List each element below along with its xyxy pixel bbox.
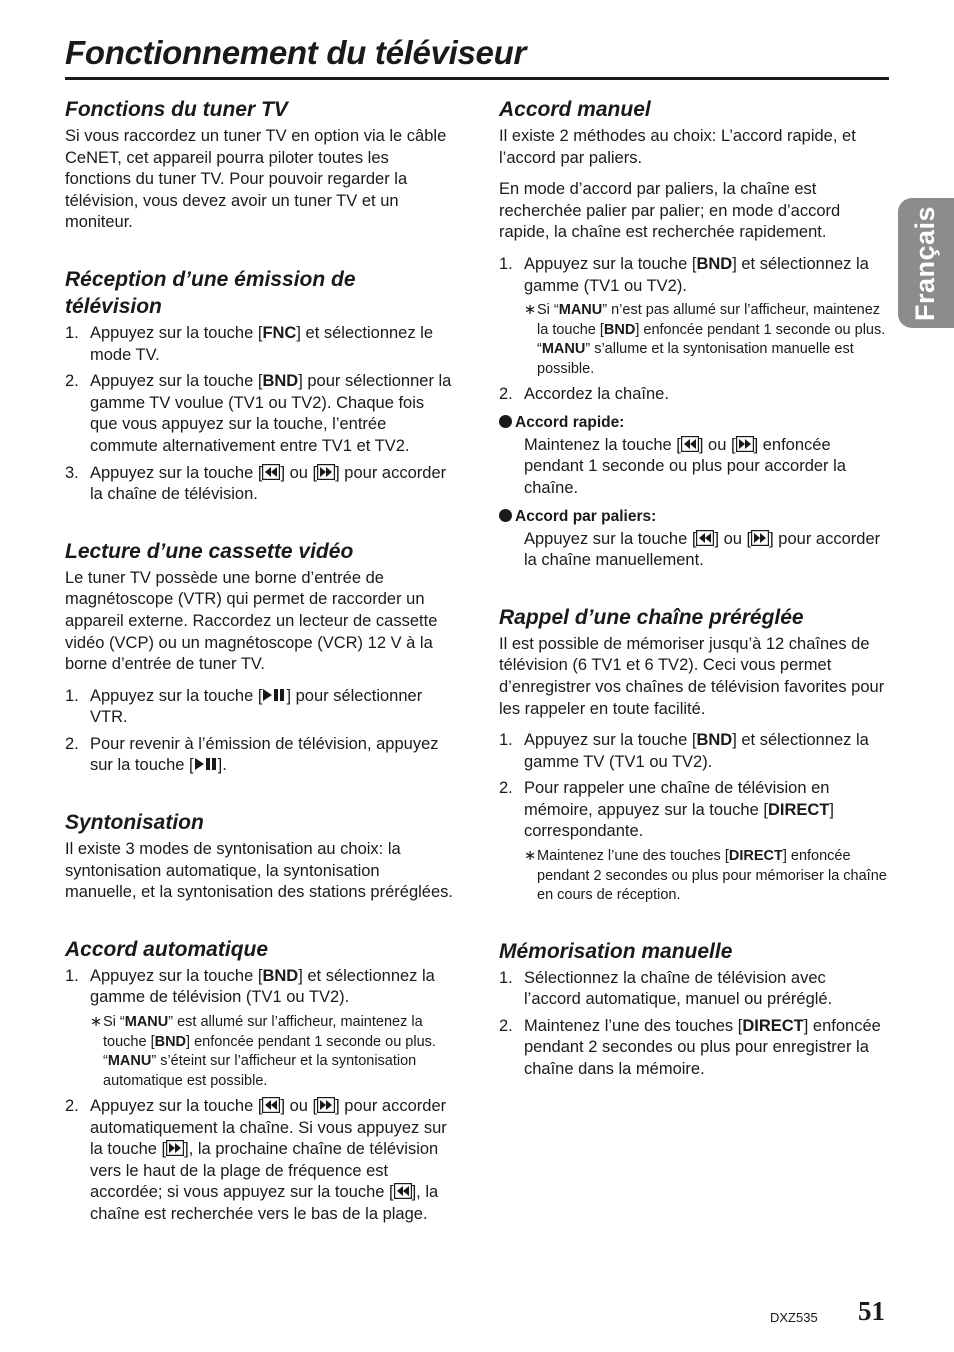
text-run: Appuyez sur la touche [ bbox=[90, 1097, 263, 1116]
section-text: En mode d’accord par paliers, la chaîne est recherchée palier par palier; en mode d’accord rapide, la chaîne est recherchée rapidement. bbox=[499, 180, 841, 242]
rewind-icon bbox=[394, 1183, 412, 1199]
fast-forward-icon bbox=[166, 1140, 184, 1156]
step-number: 2. bbox=[65, 372, 79, 391]
key-label: DIRECT bbox=[767, 800, 830, 819]
bullet-text bbox=[499, 435, 887, 500]
text-run: ] enfoncée pendant 2 secondes ou plus pour enregistrer la chaîne dans la mémoire. bbox=[524, 1016, 881, 1078]
list-item bbox=[65, 323, 453, 366]
bullet-heading bbox=[499, 412, 887, 433]
step-text bbox=[90, 1096, 453, 1226]
key-label: BND bbox=[696, 254, 733, 273]
text-run: ] et sélectionnez le mode TV. bbox=[90, 323, 434, 364]
step-text bbox=[524, 730, 887, 773]
steps-list bbox=[499, 730, 887, 905]
section-manuel bbox=[499, 96, 887, 572]
fast-forward-icon bbox=[317, 1097, 335, 1113]
bullet-heading-text: Accord par paliers: bbox=[515, 507, 657, 525]
section-title: Lecture d’une cassette vidéo bbox=[65, 539, 354, 563]
text-run: ] pour sélectionner VTR. bbox=[90, 686, 423, 727]
steps-list bbox=[499, 968, 887, 1081]
list-item bbox=[499, 384, 887, 406]
rewind-icon bbox=[262, 1097, 280, 1113]
section-text: Le tuner TV possède une borne d’entrée de magnétoscope (VTR) qui permet de raccorder un appareil externe. Raccordez un lecteur de cassette vidéo (VCP) ou un magnétoscope (VCR) 12 V à la borne d’entrée de tuner TV. bbox=[65, 568, 438, 674]
section-video bbox=[65, 538, 453, 777]
step-text bbox=[90, 371, 453, 457]
text-run: ] ou [ bbox=[698, 435, 736, 454]
text-run: ] et sélectionnez la gamme de télévision (TV1 ou TV2). bbox=[90, 966, 435, 1007]
text-run: Appuyez sur la touche [ bbox=[90, 966, 263, 985]
text-run: ” s’allume et la syntonisation manuelle est possible. bbox=[537, 341, 854, 377]
list-item bbox=[499, 778, 887, 905]
text-run: ], la chaîne est recherchée vers le bas de la plage. bbox=[90, 1183, 439, 1223]
display-label: MANU bbox=[124, 1014, 169, 1031]
bullet-heading-text: Accord rapide: bbox=[515, 413, 625, 431]
text-run: Appuyez sur la touche [ bbox=[90, 463, 263, 482]
section-title: Rappel d’une chaîne préréglée bbox=[499, 605, 804, 629]
text-run: Appuyez sur la touche [ bbox=[90, 372, 263, 391]
text-run: ] pour accorder la chaîne de télévision. bbox=[90, 463, 447, 504]
step-text bbox=[90, 323, 453, 366]
text-run: Si “ bbox=[103, 1014, 125, 1031]
step-text: Sélectionnez la chaîne de télévision avec l’accord automatique, manuel ou préréglé. bbox=[524, 968, 833, 1009]
key-label: DIRECT bbox=[742, 1016, 804, 1035]
key-label: BND bbox=[696, 731, 733, 750]
text-run: ], la prochaine chaîne de télévision vers le haut de la plage de fréquence est accordée; si vous appuyez sur la touche [ bbox=[90, 1140, 439, 1202]
step-text bbox=[90, 734, 453, 777]
text-run: Maintenez l’une des touches [ bbox=[537, 848, 729, 865]
section-reception bbox=[65, 266, 453, 506]
language-tab-label: Français bbox=[910, 205, 941, 321]
step-number: 1. bbox=[65, 686, 79, 705]
bullet-text bbox=[499, 529, 887, 572]
left-column bbox=[65, 96, 453, 1258]
step-text bbox=[90, 463, 453, 506]
display-label: MANU bbox=[541, 341, 586, 358]
display-label: MANU bbox=[558, 302, 603, 319]
step-number: 1. bbox=[499, 254, 513, 273]
text-run: ] ou [ bbox=[280, 463, 318, 482]
list-item bbox=[65, 371, 453, 457]
note-text bbox=[537, 301, 887, 379]
section-tuner bbox=[65, 96, 453, 234]
title-rule bbox=[65, 77, 889, 80]
text-run: ] enfoncée pendant 1 seconde ou plus pour accorder la chaîne. bbox=[524, 435, 846, 497]
display-label: MANU bbox=[107, 1053, 152, 1070]
text-run: Maintenez l’une des touches [ bbox=[524, 1016, 743, 1035]
text-run: ] pour accorder automatiquement la chaîne. Si vous appuyez sur la touche [ bbox=[90, 1097, 447, 1159]
steps-list bbox=[65, 966, 453, 1226]
step-number: 2. bbox=[499, 385, 513, 404]
key-label: BND bbox=[603, 321, 636, 338]
page-number: 51 bbox=[858, 1296, 885, 1326]
section-title: Mémorisation manuelle bbox=[499, 939, 733, 963]
text-run: ] enfoncée pendant 2 secondes ou plus pour mémoriser la chaîne en cours de réception. bbox=[537, 848, 887, 904]
steps-list bbox=[499, 254, 887, 406]
step-text bbox=[524, 1016, 887, 1081]
text-run: ” est allumé sur l’afficheur, maintenez la touche [ bbox=[103, 1014, 423, 1050]
key-label: DIRECT bbox=[728, 848, 783, 865]
list-item bbox=[499, 1016, 887, 1081]
text-run: ” s’éteint sur l’afficheur et la syntonisation automatique est possible. bbox=[103, 1053, 417, 1089]
page-title: Fonctionnement du téléviseur bbox=[65, 34, 526, 71]
text-run: ] pour accorder la chaîne manuellement. bbox=[524, 529, 881, 570]
list-item bbox=[65, 1096, 453, 1226]
text-run: ] et sélectionnez la gamme TV (TV1 ou TV2). bbox=[524, 731, 869, 771]
step-text bbox=[524, 778, 887, 905]
text-run: ] ou [ bbox=[714, 529, 752, 548]
text-run: ]. bbox=[217, 756, 227, 775]
asterisk: ∗ bbox=[524, 848, 537, 865]
text-run: Appuyez sur la touche [ bbox=[90, 686, 263, 705]
step-number: 2. bbox=[65, 734, 79, 753]
model-number: DXZ535 bbox=[770, 1310, 818, 1325]
text-run: ] ou [ bbox=[280, 1097, 318, 1116]
section-text: Il existe 3 modes de syntonisation au choix: la syntonisation automatique, la syntonisation manuelle, et la syntonisation des stations préréglées. bbox=[65, 840, 453, 902]
step-number: 2. bbox=[499, 779, 513, 798]
list-item bbox=[499, 730, 887, 773]
fast-forward-icon bbox=[317, 464, 335, 480]
rewind-icon bbox=[696, 530, 714, 546]
key-label: BND bbox=[262, 966, 299, 985]
note bbox=[524, 301, 887, 379]
section-rappel bbox=[499, 604, 887, 906]
key-label: BND bbox=[262, 372, 299, 391]
step-text: Accordez la chaîne. bbox=[524, 385, 669, 404]
step-number: 2. bbox=[65, 1097, 79, 1116]
list-item bbox=[65, 966, 453, 1091]
text-run: Si “ bbox=[537, 302, 559, 319]
text-run: Pour revenir à l’émission de télévision, appuyez sur la touche [ bbox=[90, 734, 439, 775]
play-pause-icon bbox=[194, 756, 218, 772]
key-label: FNC bbox=[262, 323, 297, 342]
note-text bbox=[103, 1013, 453, 1091]
step-text bbox=[524, 254, 887, 379]
text-run: ] pour sélectionner la gamme TV voulue (TV1 ou TV2). Chaque fois que vous appuyez sur la touche, l’entrée commute alternativement entre TV1 et TV2. bbox=[90, 372, 452, 455]
rewind-icon bbox=[262, 464, 280, 480]
section-syntonisation bbox=[65, 809, 453, 904]
text-run: Appuyez sur la touche [ bbox=[524, 731, 697, 750]
text-run: Maintenez la touche [ bbox=[524, 435, 681, 454]
step-number: 1. bbox=[499, 731, 513, 750]
note bbox=[90, 1013, 453, 1091]
steps-list bbox=[65, 323, 453, 506]
text-run: ” n’est pas allumé sur l’afficheur, maintenez la touche [ bbox=[537, 302, 881, 338]
note bbox=[524, 847, 887, 906]
play-pause-icon bbox=[262, 687, 286, 703]
section-text: Il est possible de mémoriser jusqu’à 12 chaînes de télévision (6 TV1 et 6 TV2). Ceci vous permet d’enregistrer vos chaînes de télévision favorites pour les rappeler en toute facilité. bbox=[499, 634, 885, 718]
language-tab bbox=[898, 198, 954, 328]
fast-forward-icon bbox=[736, 436, 754, 452]
text-run: Appuyez sur la touche [ bbox=[524, 529, 697, 548]
text-run: Appuyez sur la touche [ bbox=[524, 254, 697, 273]
rewind-icon bbox=[681, 436, 699, 452]
steps-list bbox=[65, 686, 453, 777]
step-text bbox=[90, 966, 453, 1091]
section-auto bbox=[65, 936, 453, 1226]
text-run: ] enfoncée pendant 1 seconde ou plus. “ bbox=[103, 1033, 436, 1070]
text-run: ] et sélectionnez la gamme (TV1 ou TV2). bbox=[524, 254, 869, 295]
list-item bbox=[65, 686, 453, 729]
step-text bbox=[90, 686, 453, 729]
step-number: 2. bbox=[499, 1016, 513, 1035]
list-item bbox=[65, 734, 453, 777]
section-title: Réception d’une émission de télévision bbox=[65, 267, 356, 318]
step-number: 1. bbox=[65, 323, 79, 342]
asterisk: ∗ bbox=[524, 302, 537, 319]
right-column bbox=[499, 96, 887, 1113]
bullet-dot-icon bbox=[499, 415, 512, 428]
list-item bbox=[499, 968, 887, 1011]
text-run: Appuyez sur la touche [ bbox=[90, 323, 263, 342]
bullet-heading bbox=[499, 506, 887, 527]
bullet-dot-icon bbox=[499, 509, 512, 522]
step-number: 1. bbox=[499, 968, 513, 987]
step-number: 3. bbox=[65, 463, 79, 482]
text-run: Pour rappeler une chaîne de télévision en mémoire, appuyez sur la touche [ bbox=[524, 779, 830, 819]
list-item bbox=[65, 463, 453, 506]
step-number: 1. bbox=[65, 966, 79, 985]
asterisk: ∗ bbox=[90, 1014, 103, 1031]
section-title: Accord manuel bbox=[499, 98, 651, 121]
section-title: Fonctions du tuner TV bbox=[65, 98, 288, 121]
note-text bbox=[537, 847, 887, 906]
section-memo bbox=[499, 938, 887, 1081]
section-text: Il existe 2 méthodes au choix: L’accord rapide, et l’accord par paliers. bbox=[499, 127, 856, 167]
text-run: ] correspondante. bbox=[524, 800, 834, 841]
section-title: Syntonisation bbox=[65, 811, 204, 835]
section-text: Si vous raccordez un tuner TV en option via le câble CeNET, cet appareil pourra piloter toutes les fonctions du tuner TV. Pour pouvoir regarder la télévision, vous devez avoir un tuner TV et un moniteur. bbox=[65, 127, 447, 232]
key-label: BND bbox=[154, 1033, 187, 1050]
text-run: ] enfoncée pendant 1 seconde ou plus. “ bbox=[537, 321, 886, 358]
section-title: Accord automatique bbox=[65, 937, 269, 961]
list-item bbox=[499, 254, 887, 379]
fast-forward-icon bbox=[751, 530, 769, 546]
